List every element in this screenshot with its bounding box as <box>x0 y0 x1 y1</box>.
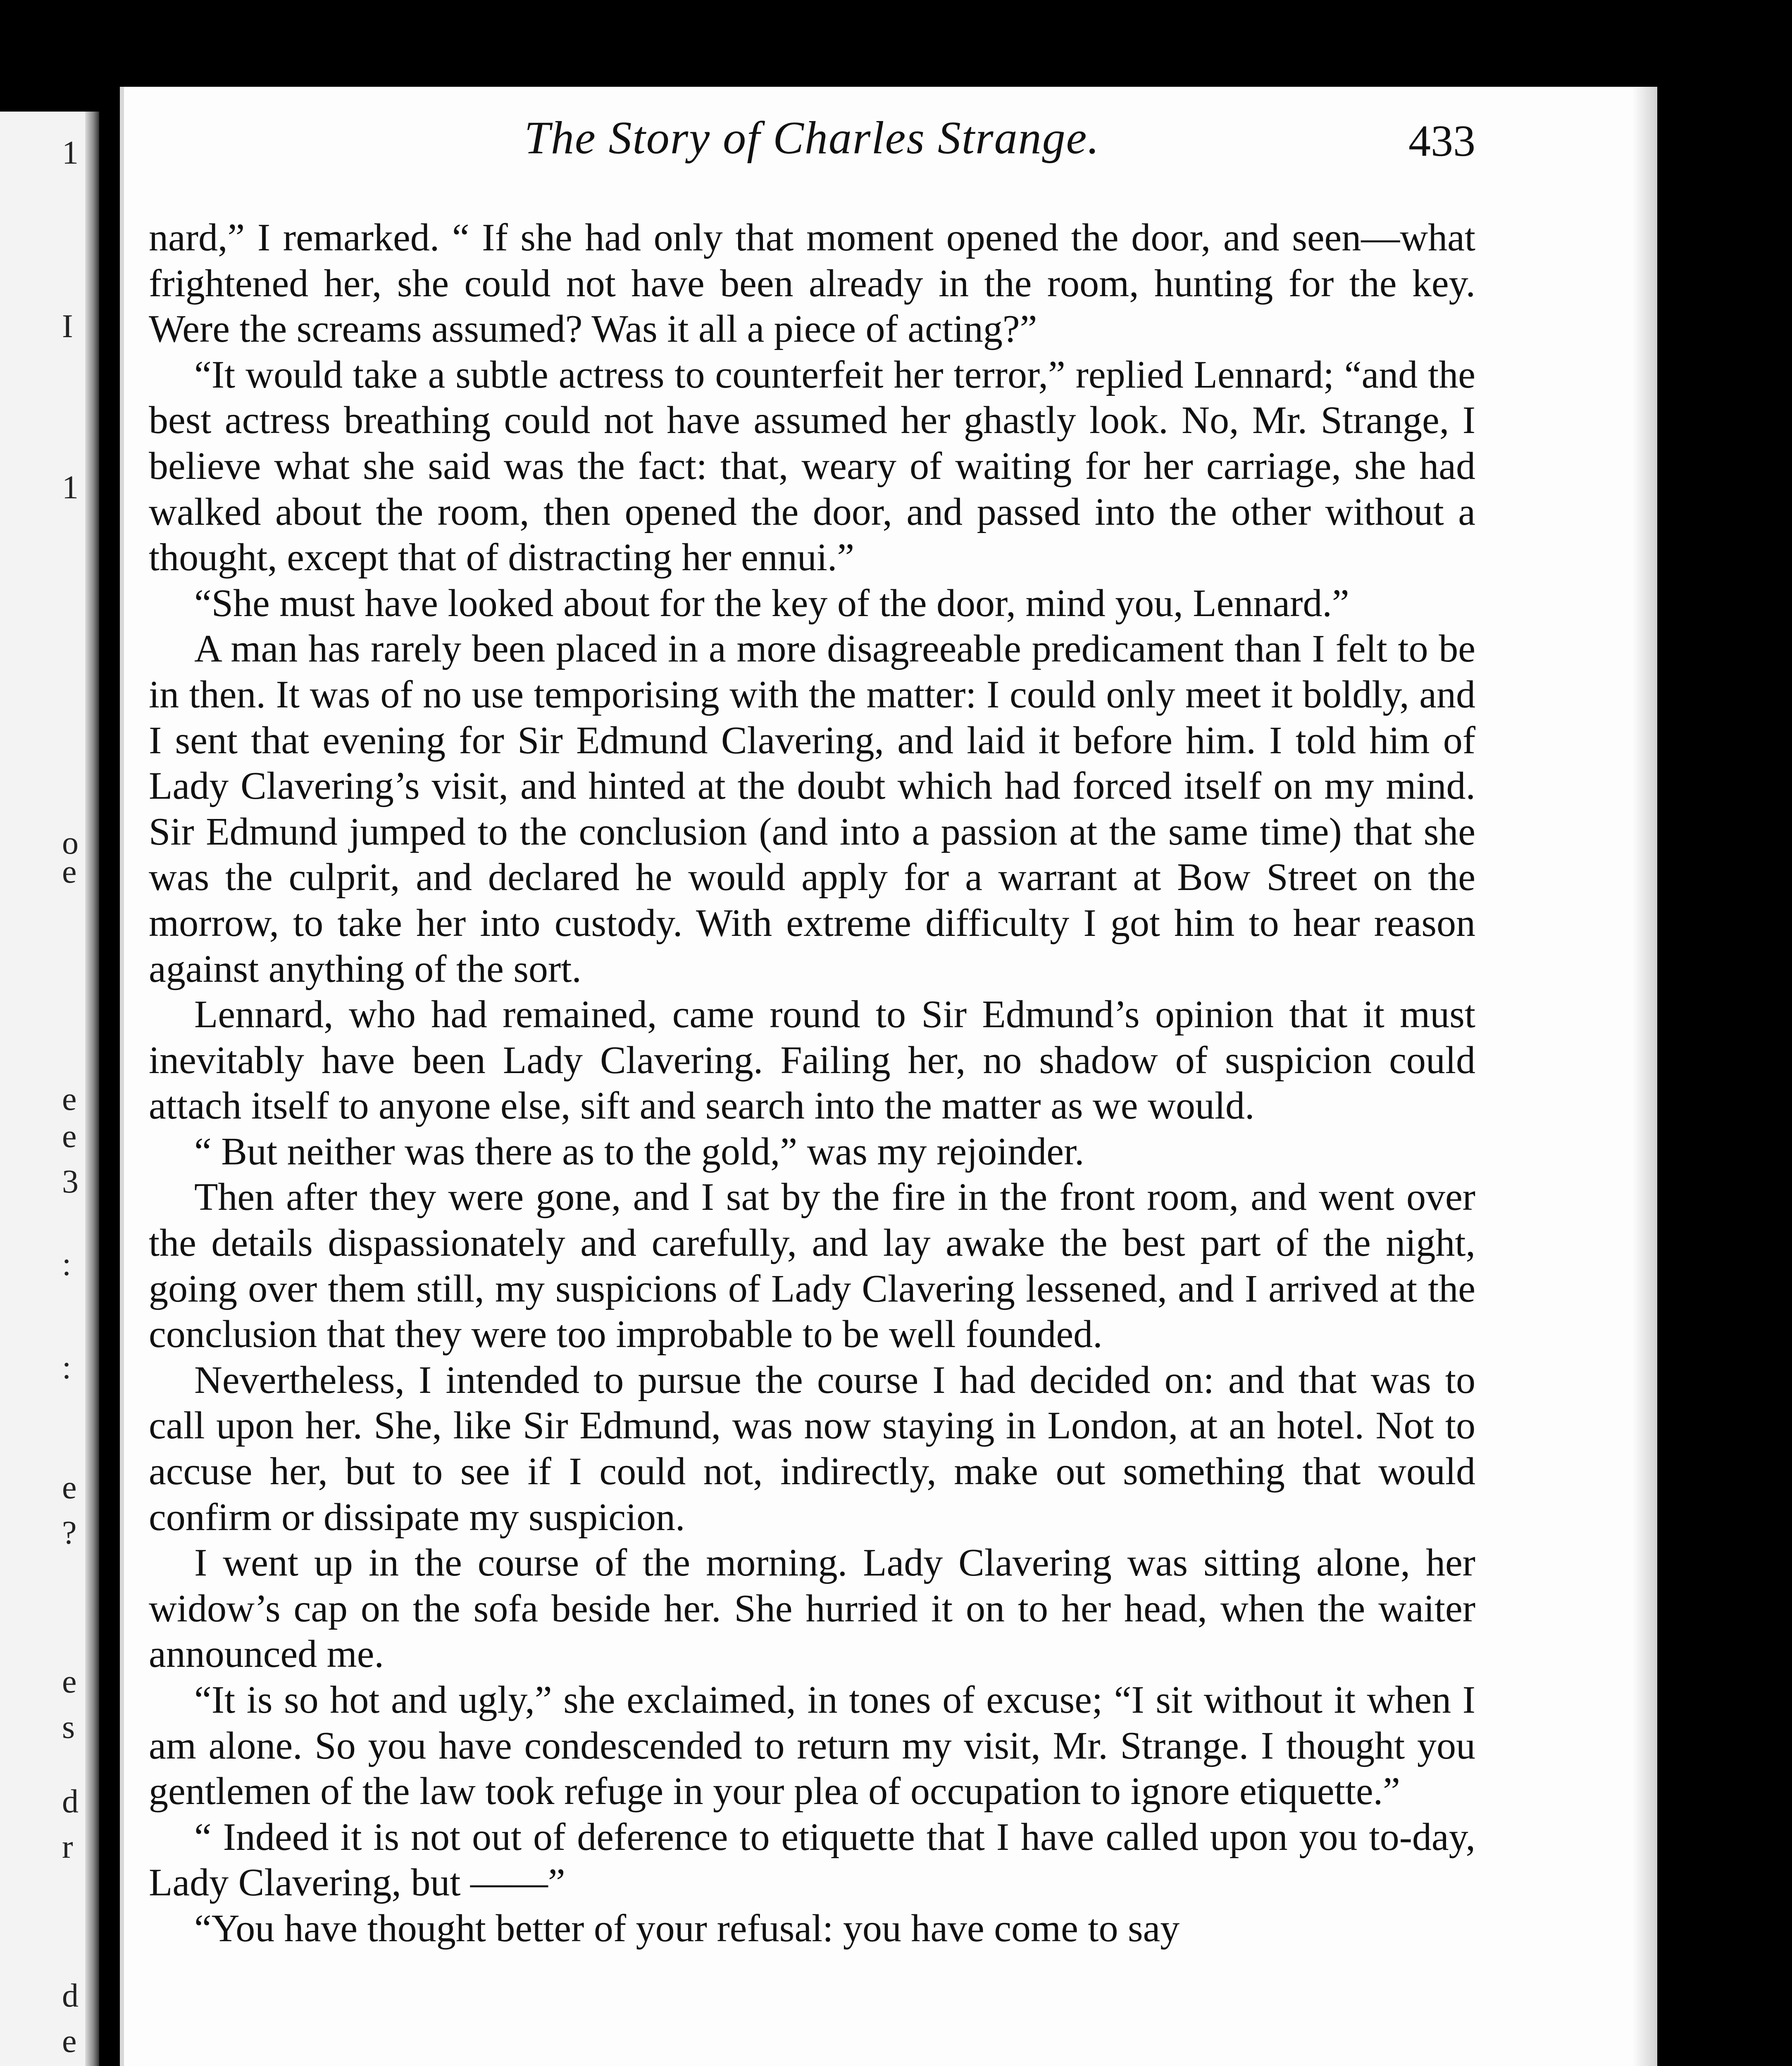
fragment: : <box>62 1350 71 1386</box>
fragment: I <box>62 308 73 345</box>
page-number: 433 <box>1408 117 1475 166</box>
fragment: 3 <box>62 1164 79 1200</box>
fragment: d <box>62 1783 79 1820</box>
fragment: e <box>62 1081 77 1117</box>
paragraph: “She must have looked about for the key of the door, mind you, Lennard.” <box>194 581 1349 625</box>
book-gutter <box>99 83 120 2066</box>
paragraph: Then after they were gone, and I sat by the fire in the front room, and went over the details dispassionately and carefully, and lay awake the best part of the night, going over them still, my suspicions of Lady Clavering lessened, and I arrived at the conclusion that they were too improbable to be well founded. <box>149 1176 1475 1356</box>
paragraph: nard,” I remarked. “ If she had only that moment opened the door, and seen—what frightened her, she could not have been already in the room, hunting for the key. Were the screams assumed? Was it all a piece of acting?” <box>149 216 1475 351</box>
paragraph: “It is so hot and ugly,” she exclaimed, in tones of excuse; “I sit without it when I am alone. So you have condescended to return my visit, Mr. Strange. I thought you gentlemen of the law took refuge in your plea of occupation to ignore etiquette.” <box>149 1678 1475 1813</box>
fragment: e <box>62 854 77 890</box>
paragraph: “It would take a subtle actress to counterfeit her terror,” replied Lennard; “and the best actress breathing could not have assumed her ghastly look. No, Mr. Strange, I believe what she said was the fact: that, weary of waiting for her carriage, she had walked about the room, then opened the door, and passed into the other without a thought, except that of distracting her ennui.” <box>149 353 1475 579</box>
fragment: 1 <box>62 135 79 171</box>
fragment: : <box>62 1246 71 1283</box>
fragment: 1 <box>62 469 79 506</box>
fragment: d <box>62 1978 79 2014</box>
fragment: e <box>62 1118 77 1154</box>
paragraph: A man has rarely been placed in a more disagreeable predicament than I felt to be in then. It was of no use temporising with the matter: I could only meet it boldly, and I sent that evening for Sir Edmund Clavering, and laid it before him. I told him of Lady Clavering’s visit, and hinted at the doubt which had forced itself on my mind. Sir Edmund jumped to the conclusion (and into a passion at the same time) that she was the culprit, and declared he would apply for a warrant at Bow Street on the morrow, to take her into custody. With extreme difficulty I got him to hear reason against anything of the sort. <box>149 627 1475 990</box>
paragraph: “ But neither was there as to the gold,” was my rejoinder. <box>194 1130 1084 1173</box>
paragraph: “ Indeed it is not out of deference to etiquette that I have called upon you to-day, Lady Clavering, but ——” <box>149 1815 1475 1904</box>
fragment: e <box>62 1664 77 1700</box>
fragment: s <box>62 1709 75 1745</box>
running-head-title: The Story of Charles Strange. <box>524 112 1100 164</box>
paragraph: Nevertheless, I intended to pursue the course I had decided on: and that was to call upon her. She, like Sir Edmund, was now staying in London, at an hotel. Not to accuse her, but to see if I could not, indirectly, make out something that would confirm or dissipate my suspicion. <box>149 1358 1475 1539</box>
paragraph: Lennard, who had remained, came round to Sir Edmund’s opinion that it must inevitably have been Lady Clavering. Failing her, no shadow of suspicion could attach itself to anyone else, sift and search into the matter as we would. <box>149 993 1475 1128</box>
page-edge-shadow <box>85 112 99 2066</box>
running-head <box>149 112 1475 178</box>
fragment: o <box>62 825 79 861</box>
fragment: e <box>62 1469 77 1506</box>
paragraph: “You have thought better of your refusal: you have come to say <box>194 1907 1180 1950</box>
paragraph: I went up in the course of the morning. Lady Clavering was sitting alone, her widow’s cap on the sofa beside her. She hurried it on to her head, when the waiter announced me. <box>149 1541 1475 1676</box>
facing-page-edge <box>0 112 99 2066</box>
fragment: r <box>62 1829 73 1865</box>
fragment: e <box>62 2023 77 2059</box>
body-text <box>149 215 1475 1952</box>
fragment: ? <box>62 1515 77 1551</box>
